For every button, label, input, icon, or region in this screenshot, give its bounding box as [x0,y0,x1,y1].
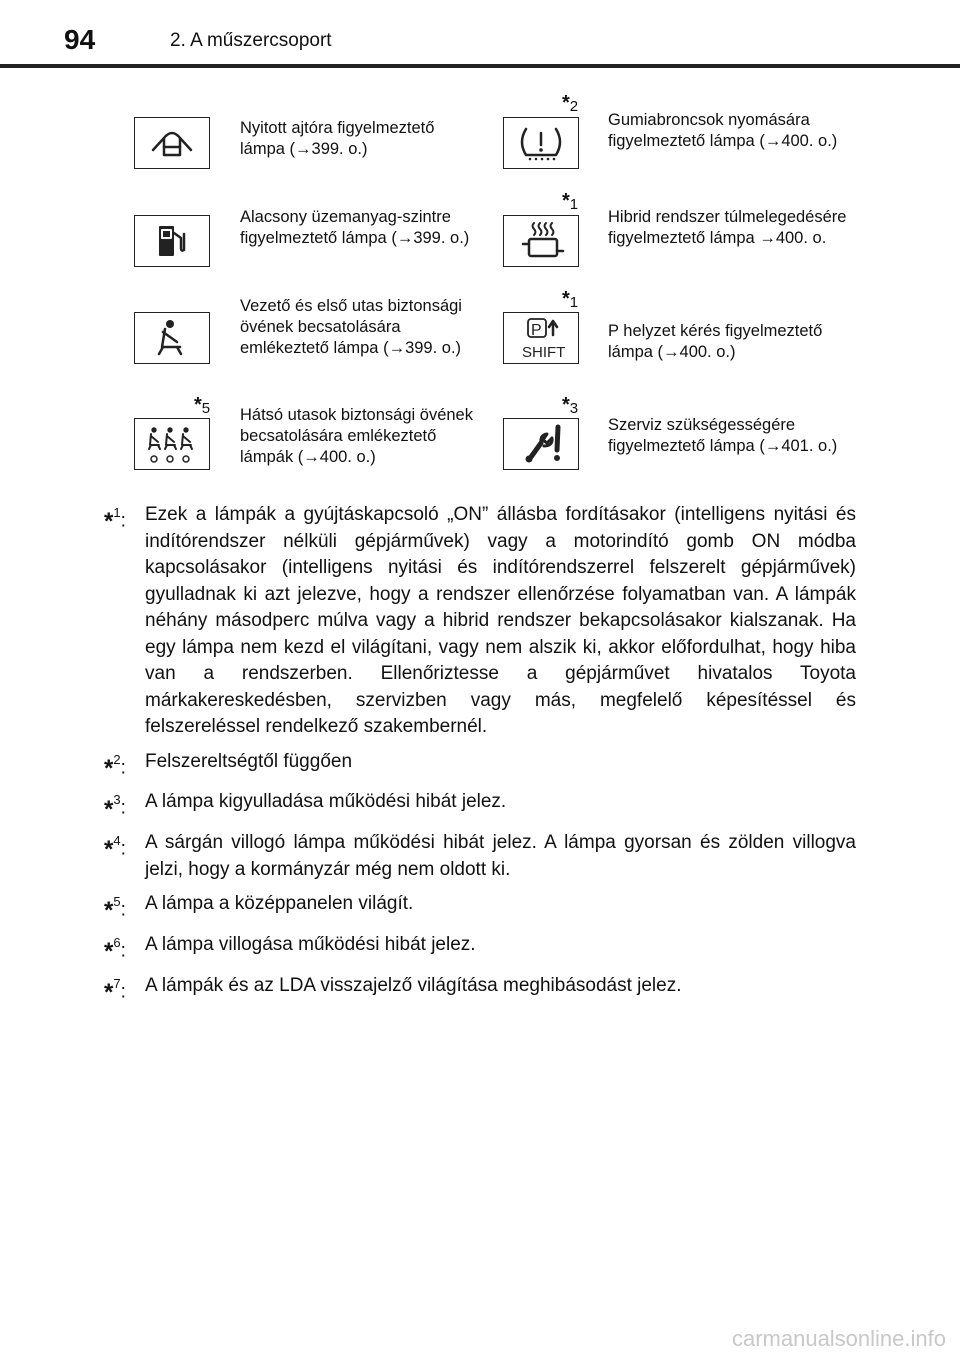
footnote-text: Felszereltségtől függően [145,750,353,772]
lamp-description-service: Szerviz szükségességére figyelmeztető lámpa (→401. o.) [608,416,838,455]
footnote-text: A lámpa villogása működési hibát jelez. [145,933,476,955]
page-number: 94 [64,24,96,55]
p-shift-warning-icon [503,312,579,364]
footnote-marker: *3 [562,394,579,417]
svg-text:P: P [531,322,542,339]
footnote-item: *$^5$: A lámpa a középpanelen világít. [104,891,856,924]
footnote-text: A lámpa a középpanelen világít. [145,893,414,915]
footnote-item: *$^2$: Felszereltségtől függően [104,749,856,782]
section-title: 2. A műszercsoport [170,30,332,51]
seatbelt-reminder-icon [134,312,210,364]
svg-text:SHIFT: SHIFT [522,344,566,361]
tire-pressure-warning-icon [503,117,579,169]
footnote-text: Ezek a lámpák a gyújtáskapcsoló „ON” állásba fordításakor (intelligens nyitási és indítórendszer nélküli gépjárművek) vagy a motorindító gomb ON módba kapcsolásakor (intelligens nyitási és indítórendszerrel felszerelt gépjárművek) gyulladnak ki azt jelezve, hogy a rendszer ellenőrzése folyamatban van. A lámpák néhány másodperc múlva vagy a hibrid rendszer bekapcsolásakor kialszanak. Ha egy lámpa nem kezd el világítani, vagy nem alszik ki, akkor előfordulhat, hogy hiba van a rendszerben. Ellenőriztesse a gépjárművet hivatalos Toyota márkakereskedésben, szervizben vagy más, megfelelő képesítéssel és felszereléssel rendelkező szakembernél. [145,504,856,737]
footnote-text: A sárgán villogó lámpa működési hibát jelez. A lámpa gyorsan és zölden villogva jelzi, hogy a kormányzár még nem oldott ki. [145,832,856,880]
footnote-marker: *1 [562,190,579,213]
lamp-description-rear-seatbelt: Hátsó utasok biztonsági övének becsatolására emlékeztető lámpák (→400. o.) [240,406,473,466]
footnote-item: *$^6$: A lámpa villogása működési hibát jelez. [104,932,856,965]
rear-seatbelt-reminder-icon [134,418,210,470]
lamp-description-low-fuel: Alacsony üzemanyag-szintre figyelmeztető lámpa (→399. o.) [240,208,470,247]
header-divider [0,64,960,68]
footnote-text: A lámpa kigyulladása működési hibát jelez. [145,791,507,813]
footnote-marker: *5 [194,394,211,417]
footnote-item: *$^4$: A sárgán villogó lámpa működési hibát jelez. A lámpa gyorsan és zölden villogva jelzi, hogy a kormányzár még nem oldott ki. [104,830,856,883]
watermark: carmanualsonline.info [731,1326,946,1351]
footnote-marker: *1 [562,288,579,311]
lamp-description-p-shift: P helyzet kérés figyelmeztető lámpa (→400. o.) [608,322,823,361]
footnotes-list [104,502,856,1014]
hybrid-overheat-warning-icon [503,215,579,267]
lamp-description-door-open: Nyitott ajtóra figyelmeztető lámpa (→399. o.) [240,119,435,158]
footnote-marker: *2 [562,92,579,115]
footnote-item: *$^1$: Ezek a lámpák a gyújtáskapcsoló „ON” állásba fordításakor (intelligens nyitási és indítórendszer nélküli gépjárművek) vagy a motorindító gomb ON módba kapcsolásakor (intelligens nyitási és indítórendszerrel felszerelt gépjárművek) gyulladnak ki azt jelezve, hogy a rendszer ellenőrzése folyamatban van. A lámpák néhány másodperc múlva vagy a hibrid rendszer bekapcsolásakor kialszanak. Ha egy lámpa nem kezd el világítani, vagy nem alszik ki, akkor előfordulhat, hogy hiba van a rendszerben. Ellenőriztesse a gépjárművet hivatalos Toyota márkakereskedésben, szervizben vagy más, megfelelő képesítéssel és felszereléssel rendelkező szakembernél. [104,502,856,741]
lamp-description-seatbelt-front: Vezető és első utas biztonsági övének becsatolására emlékeztető lámpa (→399. o.) [240,297,462,357]
lamp-description-hybrid-overheat: Hibrid rendszer túlmelegedésére figyelmeztető lámpa →400. o. [608,208,847,247]
door-open-warning-icon [134,117,210,169]
service-warning-icon [503,418,579,470]
footnote-text: A lámpák és az LDA visszajelző világítása meghibásodást jelez. [145,974,682,996]
footnote-item: *$^3$: A lámpa kigyulladása működési hibát jelez. [104,789,856,822]
lamp-description-tire-pressure: Gumiabroncsok nyomására figyelmeztető lámpa (→400. o.) [608,111,838,150]
low-fuel-warning-icon [134,215,210,267]
footnote-item: *$^7$: A lámpák és az LDA visszajelző világítása meghibásodást jelez. [104,973,856,1006]
